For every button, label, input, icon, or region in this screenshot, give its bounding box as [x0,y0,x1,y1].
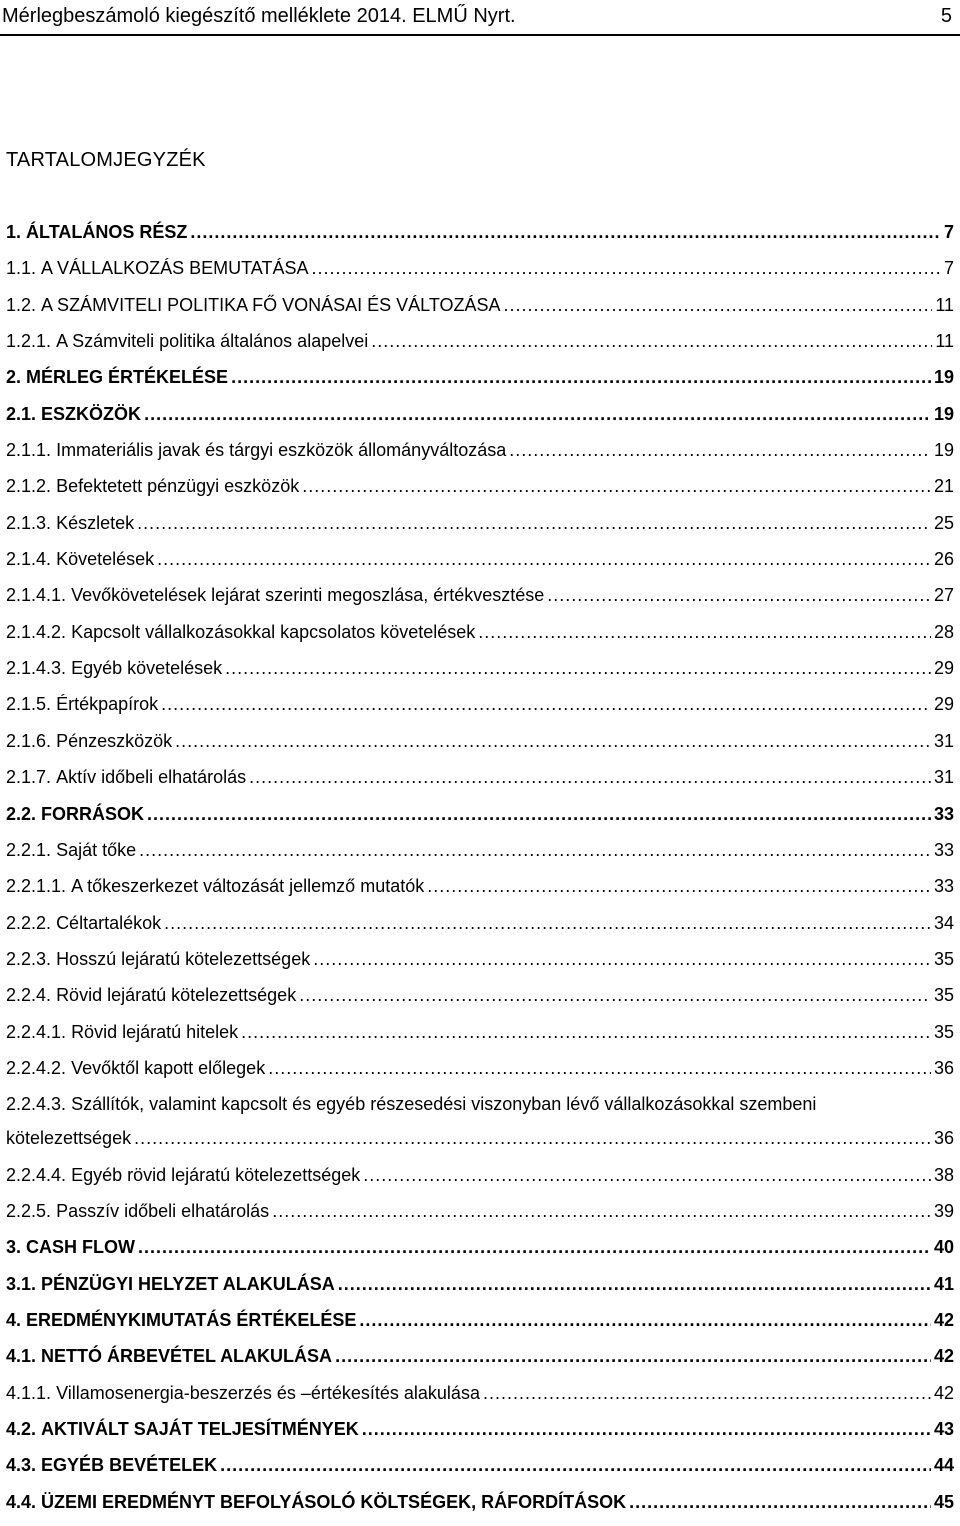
toc-entry-title: Szállítók, valamint kapcsolt és egyéb részesedési viszonyban lévő vállalkozásokkal szembeni [71,1094,817,1115]
toc-entry-page: 44 [933,1455,954,1476]
toc-entry-page: 42 [933,1382,954,1403]
toc-entry-number: 4. [6,1309,22,1330]
toc-entry-title: ÜZEMI EREDMÉNYT BEFOLYÁSOLÓ KÖLTSÉGEK, RÁFORDÍTÁSOK [41,1491,627,1512]
toc-entry[interactable] [6,438,954,474]
toc-entry-page: 36 [933,1057,954,1078]
toc-entry[interactable] [6,1272,954,1308]
toc-leader-dots [547,583,931,607]
toc-entry-number: 2.2. [6,803,37,824]
toc-entry-title: Követelések [56,549,155,570]
toc-entry-title: EGYÉB BEVÉTELEK [41,1455,218,1476]
toc-entry-title: PÉNZÜGYI HELYZET ALAKULÁSA [41,1273,335,1294]
toc-leader-dots [134,1126,931,1150]
toc-entry-number: 2.2.5. [6,1200,52,1221]
toc-entry[interactable] [6,656,954,692]
toc-entry-number: 2.1.1. [6,440,52,461]
toc-entry[interactable] [6,1235,954,1271]
toc-entry-number: 2.1.4.3. [6,658,67,679]
toc-leader-dots [299,983,931,1007]
toc-leader-dots [157,547,931,571]
toc-entry-title: A SZÁMVITELI POLITIKA FŐ VONÁSAI ÉS VÁLTOZÁSA [41,294,501,315]
toc-entry-title: Immateriális javak és tárgyi eszközök állományváltozása [56,440,507,461]
toc-entry-page: 45 [933,1491,954,1512]
toc-entry-number: 2.2.2. [6,912,52,933]
toc-entry-number: 1.2.1. [6,331,52,352]
toc-entry-title-continuation: kötelezettségek [6,1128,132,1149]
toc-entry-title: FORRÁSOK [41,803,145,824]
toc-entry-title: Céltartalékok [56,912,162,933]
toc-entry-page: 28 [933,621,954,642]
toc-leader-dots [302,474,931,498]
toc-entry[interactable] [6,1344,954,1380]
toc-entry-number: 2.1.4.2. [6,621,67,642]
toc-entry-page: 34 [933,912,954,933]
toc-leader-dots [363,1163,931,1187]
toc-entry-page: 25 [933,512,954,533]
toc-entry[interactable] [6,329,954,365]
toc-leader-dots [371,329,932,353]
toc-leader-dots [338,1272,931,1296]
toc-entry[interactable] [6,1417,954,1453]
toc-entry-number: 2. [6,367,22,388]
toc-entry[interactable] [6,547,954,583]
toc-entry[interactable] [6,1308,954,1344]
toc-entry[interactable] [6,365,954,401]
toc-leader-dots [359,1308,931,1332]
toc-entry[interactable] [6,802,954,838]
toc-entry[interactable] [6,220,954,256]
toc-heading: TARTALOMJEGYZÉK [6,149,206,171]
toc-entry-page: 39 [933,1200,954,1221]
toc-entry-title: Rövid lejáratú hitelek [71,1021,239,1042]
toc-entry-page: 29 [933,658,954,679]
toc-leader-dots [138,1235,931,1259]
toc-entry-title: Egyéb rövid lejáratú kötelezettségek [71,1164,361,1185]
toc-entry-title: Befektetett pénzügyi eszközök [56,476,300,497]
toc-entry-page: 19 [933,403,954,424]
toc-entry-page: 41 [933,1273,954,1294]
toc-entry-page: 33 [933,876,954,897]
toc-entry-number: 2.2.1. [6,839,52,860]
page-header [0,0,960,38]
header-divider [0,34,960,36]
toc-entry-wrapped-line2[interactable] [6,1126,954,1162]
toc-entry-title: MÉRLEG ÉRTÉKELÉSE [26,367,229,388]
toc-entry-number: 2.1.2. [6,476,52,497]
toc-entry-title: Aktív időbeli elhatárolás [56,767,247,788]
toc-entry-page: 40 [933,1237,954,1258]
toc-entry-number: 2.2.4.1. [6,1021,67,1042]
toc-entry[interactable] [6,293,954,329]
toc-leader-dots [509,438,931,462]
toc-entry-number: 2.2.3. [6,948,52,969]
toc-entry-number: 2.1.5. [6,694,52,715]
toc-entry[interactable] [6,838,954,874]
toc-entry-number: 2.2.4.3. [6,1094,67,1115]
toc-entry-number: 2.2.4.2. [6,1057,67,1078]
toc-entry-title: Kapcsolt vállalkozásokkal kapcsolatos követelések [71,621,476,642]
toc-leader-dots [311,256,941,280]
toc-leader-dots [137,511,931,535]
toc-entry[interactable] [6,874,954,910]
toc-entry[interactable] [6,765,954,801]
toc-leader-dots [335,1344,931,1368]
toc-entry-title: ÁLTALÁNOS RÉSZ [26,222,188,242]
toc-entry-page: 35 [933,985,954,1006]
toc-leader-dots [249,765,931,789]
toc-entry-number: 2.2.4. [6,985,52,1006]
toc-entry-page: 7 [943,222,954,242]
toc-entry-title: Passzív időbeli elhatárolás [56,1200,270,1221]
toc-leader-dots [629,1490,931,1514]
toc-entry[interactable] [6,692,954,728]
toc-entry-page: 31 [933,730,954,751]
table-of-contents [6,220,954,1526]
toc-entry[interactable] [6,583,954,619]
toc-entry[interactable] [6,1453,954,1489]
toc-entry-page: 31 [933,767,954,788]
toc-leader-dots [483,1381,931,1405]
toc-entry-number: 2.1.4.1. [6,585,67,606]
toc-entry-number: 4.1.1. [6,1382,52,1403]
toc-entry-title: NETTÓ ÁRBEVÉTEL ALAKULÁSA [41,1346,333,1367]
toc-entry-number: 4.1. [6,1346,37,1367]
toc-entry-page: 33 [933,839,954,860]
toc-entry-title: Rövid lejáratú kötelezettségek [56,985,297,1006]
toc-entry-page: 43 [933,1419,954,1439]
toc-entry-number: 2.1.3. [6,512,52,533]
toc-entry-number: 2.1.7. [6,767,52,788]
toc-entry-title: A Számviteli politika általános alapelvei [56,331,369,352]
toc-leader-dots [164,911,931,935]
toc-entry[interactable] [6,1163,954,1199]
toc-entry-page: 33 [933,803,954,824]
document-title: Mérlegbeszámoló kiegészítő melléklete 2014. ELMŰ Nyrt. [2,5,516,27]
page-number: 5 [940,5,952,27]
toc-entry-number: 2.1.6. [6,730,52,751]
toc-leader-dots [272,1199,931,1223]
toc-entry-title: Villamosenergia-beszerzés és –értékesítés alakulása [56,1382,480,1403]
toc-entry-number: 1.1. [6,258,37,279]
toc-entry-number: 2.1. [6,403,37,424]
toc-entry-page: 36 [933,1128,954,1149]
toc-entry-number: 2.1.4. [6,549,52,570]
toc-entry[interactable] [6,256,954,292]
toc-entry[interactable] [6,402,954,438]
toc-entry-title: Pénzeszközök [56,730,173,751]
toc-entry-number: 3. [6,1237,22,1258]
toc-leader-dots [144,402,931,426]
toc-entry[interactable] [6,474,954,510]
toc-entry[interactable] [6,511,954,547]
toc-entry[interactable] [6,1020,954,1056]
toc-entry-number: 4.2. [6,1419,37,1439]
toc-entry[interactable] [6,1056,954,1092]
toc-entry-page: 26 [933,549,954,570]
toc-entry[interactable] [6,911,954,947]
toc-leader-dots [362,1417,931,1441]
toc-leader-dots [313,947,931,971]
toc-entry-title: Készletek [56,512,135,533]
toc-entry[interactable] [6,983,954,1019]
toc-entry-page: 42 [933,1346,954,1367]
toc-entry-title: Vevőkövetelések lejárat szerinti megoszlása, értékvesztése [71,585,545,606]
toc-entry-title: Vevőktől kapott előlegek [71,1057,266,1078]
toc-entry-number: 4.3. [6,1455,37,1476]
toc-entry[interactable] [6,1381,954,1417]
toc-entry-page: 11 [935,331,954,352]
toc-entry-page: 21 [933,476,954,497]
toc-entry-number: 2.2.1.1. [6,876,67,897]
toc-leader-dots [147,802,931,826]
toc-leader-dots [190,220,941,244]
toc-entry-title: ESZKÖZÖK [41,403,142,424]
toc-entry-number: 2.2.4.4. [6,1164,67,1185]
toc-entry-title: Értékpapírok [56,694,159,715]
toc-leader-dots [478,620,931,644]
toc-entry-title: Hosszú lejáratú kötelezettségek [56,948,311,969]
toc-entry-page: 11 [935,294,954,315]
toc-leader-dots [504,293,933,317]
toc-entry-page: 42 [933,1309,954,1330]
toc-entry-line1 [6,1092,816,1116]
toc-entry-page: 35 [933,948,954,969]
toc-entry-title: AKTIVÁLT SAJÁT TELJESÍTMÉNYEK [41,1419,359,1439]
toc-entry-page: 19 [933,440,954,461]
toc-entry-page: 7 [943,258,954,279]
toc-leader-dots [161,692,931,716]
toc-entry[interactable] [6,620,954,656]
toc-leader-dots [225,656,931,680]
toc-leader-dots [220,1453,931,1477]
toc-entry[interactable] [6,1199,954,1235]
toc-entry[interactable] [6,947,954,983]
toc-entry-title: A tőkeszerkezet változását jellemző mutatók [71,876,425,897]
toc-entry[interactable] [6,1490,954,1526]
toc-entry-number: 1.2. [6,294,37,315]
toc-entry-title: EREDMÉNYKIMUTATÁS ÉRTÉKELÉSE [26,1309,357,1330]
toc-entry-page: 27 [933,585,954,606]
toc-leader-dots [231,365,931,389]
toc-entry-title: A VÁLLALKOZÁS BEMUTATÁSA [41,258,309,279]
toc-entry-page: 35 [933,1021,954,1042]
toc-entry-page: 19 [933,367,954,388]
toc-entry-title: CASH FLOW [26,1237,136,1258]
toc-leader-dots [175,729,931,753]
toc-entry-number: 1. [6,222,22,242]
toc-entry-wrapped-line1[interactable] [6,1092,954,1126]
toc-entry-title: Saját tőke [56,839,137,860]
toc-entry-number: 4.4. [6,1491,37,1512]
toc-leader-dots [241,1020,931,1044]
toc-leader-dots [427,874,931,898]
toc-leader-dots [139,838,931,862]
toc-entry[interactable] [6,729,954,765]
toc-entry-page: 29 [933,694,954,715]
toc-entry-page: 38 [933,1164,954,1185]
toc-entry-number: 3.1. [6,1273,37,1294]
toc-entry-title: Egyéb követelések [71,658,223,679]
toc-leader-dots [268,1056,931,1080]
